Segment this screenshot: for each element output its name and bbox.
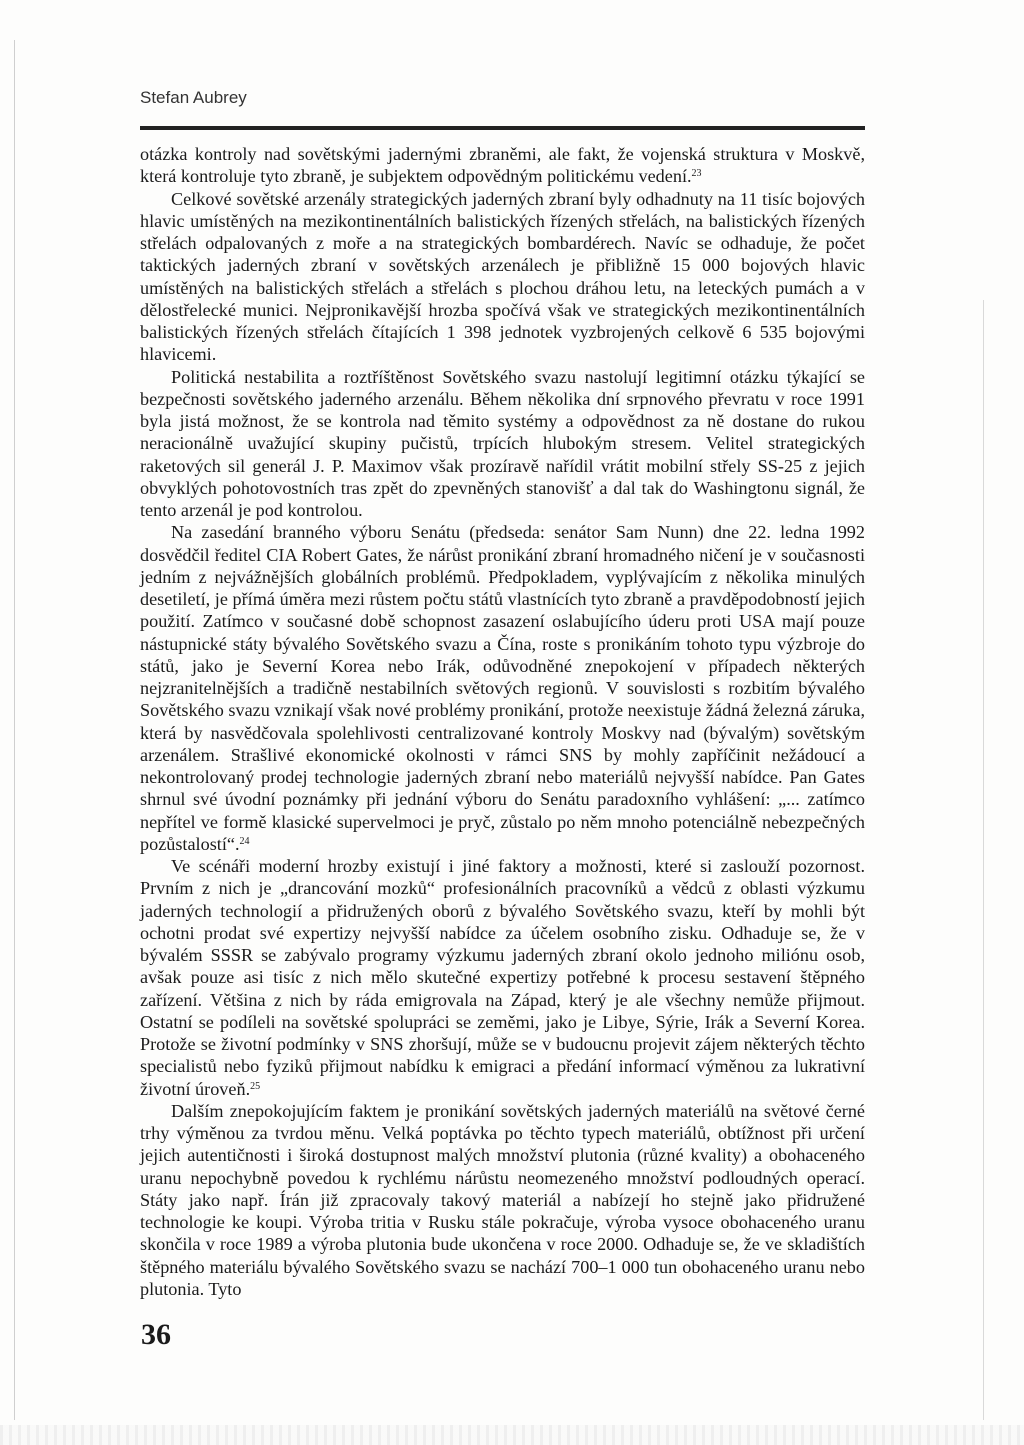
body-text — [140, 143, 865, 1300]
scan-edge-right — [983, 300, 984, 1420]
paragraph — [140, 143, 865, 188]
paragraph — [140, 366, 865, 522]
paragraph — [140, 855, 865, 1100]
paragraph-text: Politická nestabilita a roztříštěnost Sovětského svazu nastolují legitimní otázku týkající se bezpečnosti sovětského jaderného arzenálu. Během několika dní srpnového převratu v roce 1991 byla jistá možnost, že se kontrola nad těmito systémy a odpovědnost za ně dostane do rukou neracionálně uvažující skupiny pučistů, trpících hlubokým stresem. Velitel strategických raketových sil generál J. P. Maximov však prozíravě nařídil vrátit mobilní střely SS-25 z jejich obvyklých pohotovostních tras zpět do zpevněných stanovišť a dal tak do Washingtonu signál, že tento arzenál je pod kontrolou. — [140, 366, 865, 520]
paragraph — [140, 521, 865, 855]
paragraph-text: otázka kontroly nad sovětskými jadernými zbraněmi, ale fakt, že vojenská struktura v Moskvě, která kontroluje tyto zbraně, je subjektem odpovědným politickému vedení. — [140, 144, 865, 187]
paragraph-text: Celkové sovětské arzenály strategických jaderných zbraní byly odhadnuty na 11 tisíc bojových hlavic umístěných na mezikontinentálních balistických řízených střelách, na balistických řízených střelách odpalovaných z moře a na strategických bombardérech. Navíc se odhaduje, že počet taktických jaderných zbraní v sovětských arzenálech je přibližně 15 000 bojových hlavic umístěných na balistických střelách a střelách s plochou dráhou letu, na leteckých pumách a v dělostřelecké munici. Nejpronikavější hrozba spočívá však ve strategických mezikontinentálních balistických řízených střelách čítajících 1 398 jednotek vyzbrojených celkově 6 535 bojovými hlavicemi. — [140, 188, 865, 365]
scan-bottom-edge — [0, 1425, 1024, 1445]
paragraph — [140, 1100, 865, 1300]
paragraph-text: Na zasedání branného výboru Senátu (předseda: senátor Sam Nunn) dne 22. ledna 1992 dosvědčil ředitel CIA Robert Gates, že nárůst pronikání zbraní hromadného ničení je v současnosti jedním z nejvážnějších globálních problémů. Předpokladem, vyplývajícím z několika minulých desetiletí, je přímá úměra mezi růstem počtu států vlastnících tyto zbraně a pravděpodobností jejich použití. Zatímco v současné době schopnost zasazení oslabujícího úderu proti USA mají pouze nástupnické státy bývalého Sovětského svazu a Čína, roste s pronikáním tohoto typu výzbroje do států, jako je Severní Korea nebo Irák, odůvodněné znepokojení v případech některých nejzranitelnějších a tradičně nestabilních světových regionů. V souvislosti s rozbitím bývalého Sovětského svazu vznikají však nové problémy pronikání, protože neexistuje žádná železná záruka, která by nasvědčovala spolehlivosti centralizované kontroly Moskvy nad (bývalým) sovětským arzenálem. Strašlivé ekonomické okolnosti v rámci SNS by mohly zapříčinit nežádoucí a nekontrolovaný prodej technologie jaderných zbraní nebo materiálů nejvyšší nabídce. Pan Gates shrnul své úvodní poznámky při jednání výboru do Senátu paradoxního vyhlášení: „... zatímco nepřítel ve formě klasické supervelmoci je pryč, zůstalo po něm mnoho potenciálně nebezpečných pozůstalostí“. — [140, 522, 865, 854]
page-number: 36 — [141, 1318, 171, 1351]
scan-edge-left — [14, 40, 15, 1420]
footnote-ref: 25 — [250, 1080, 261, 1092]
paragraph-text: Ve scénáři moderní hrozby existují i jiné faktory a možnosti, které si zaslouží pozornost. Prvním z nich je „drancování mozků“ profesionálních pracovníků a vědců z oblasti výzkumu jaderných technologií a přidružených oborů z bývalého Sovětského svazu, kteří by mohli být ochotni prodat své expertizy nejvyšší nabídce za účelem osobního zisku. Odhaduje se, že v bývalém SSSR se zabývalo programy výzkumu jaderných zbraní okolo jednoho miliónu osob, avšak pouze asi tisíc z nich mělo skutečné expertizy potřebné k procesu sestavení štěpného zařízení. Většina z nich by ráda emigrovala na Západ, který je ale všechny nemůže přijmout. Ostatní se podíleli na sovětské spolupráci se zeměmi, jako je Libye, Sýrie, Irák a Severní Korea. Protože se životní podmínky v SNS zhoršují, může se v budoucnu projevit zájem některých těchto specialistů nebo fyziků přijmout nabídku k emigraci a předání informací výměnou za lukrativní životní úroveň. — [140, 856, 865, 1099]
running-head: Stefan Aubrey — [140, 88, 247, 107]
footnote-ref: 23 — [691, 168, 702, 180]
paragraph — [140, 188, 865, 366]
footnote-ref: 24 — [239, 835, 250, 847]
paragraph-text: Dalším znepokojujícím faktem je pronikání sovětských jaderných materiálů na světové černé trhy výměnou za tvrdou měnu. Velká poptávka po těchto typech materiálů, obtížnost při určení jejich autentičnosti i široká dostupnost malých množství plutonia (různé kvality) a obohaceného uranu nepochybně povedou k rychlému nárůstu neomezeného množství podloudných operací. Státy jako např. Írán již zpracovaly takový materiál a nabízejí ho stejně jako přidružené technologie ke koupi. Výroba tritia v Rusku stále pokračuje, výroba vysoce obohaceného uranu skončila v roce 1989 a výroba plutonia bude ukončena v roce 2000. Odhaduje se, že ve skladištích štěpného materiálu bývalého Sovětského svazu se nachází 700–1 000 tun obohaceného uranu nebo plutonia. Tyto — [140, 1100, 865, 1299]
header-rule — [140, 126, 865, 130]
